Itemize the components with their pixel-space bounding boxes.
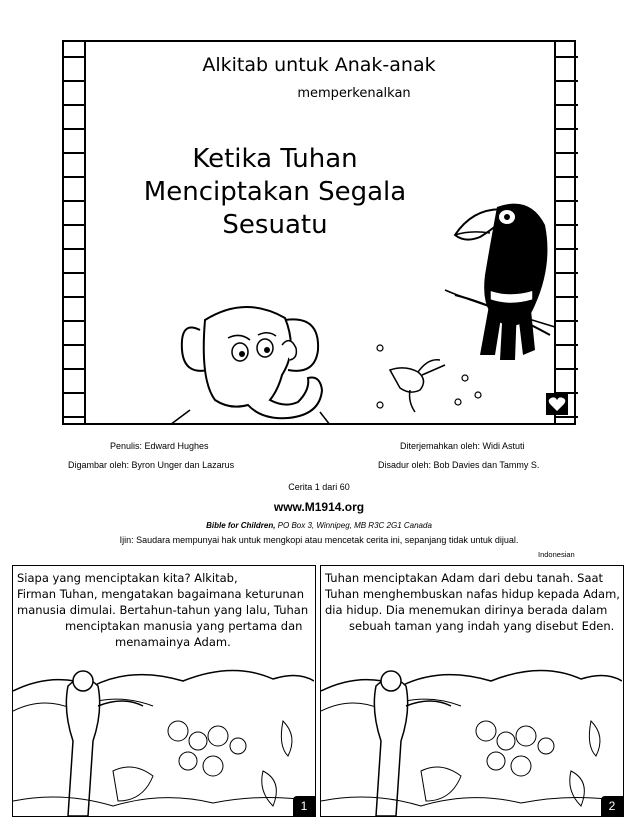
book-title xyxy=(110,143,440,242)
film-strip-rung xyxy=(62,200,84,202)
film-strip-rung xyxy=(62,224,84,226)
panel-line: manusia dimulai. Bertahun-tahun yang lalu, Tuhan xyxy=(17,603,309,617)
film-strip-rung xyxy=(62,128,84,130)
panel-line: sebuah taman yang indah yang disebut Eden. xyxy=(349,619,615,633)
publisher-line xyxy=(0,521,638,530)
panel-line: menciptakan manusia yang pertama dan xyxy=(65,619,303,633)
film-strip-rung xyxy=(556,80,578,82)
heart-logo-icon xyxy=(546,393,568,415)
garden-scene-illustration xyxy=(13,651,314,816)
hummingbird-illustration xyxy=(370,340,490,420)
illustrator-credit: Digambar oleh: Byron Unger dan Lazarus xyxy=(68,460,235,470)
garden-scene-illustration xyxy=(321,651,622,816)
film-strip-rung xyxy=(62,296,84,298)
intro-text: memperkenalkan xyxy=(297,86,411,101)
language-label: Indonesian xyxy=(538,550,575,559)
page-number-badge: 1 xyxy=(293,796,315,816)
film-strip-rung xyxy=(62,104,84,106)
film-strip-rung xyxy=(62,176,84,178)
film-strip-rung xyxy=(556,176,578,178)
film-strip-rung xyxy=(556,416,578,418)
book-title-line: Ketika Tuhan xyxy=(192,144,358,174)
story-number: Cerita 1 dari 60 xyxy=(288,482,350,492)
film-strip-rung xyxy=(62,392,84,394)
book-title-line: Sesuatu xyxy=(222,210,328,240)
publisher-address: PO Box 3, Winnipeg, MB R3C 2G1 Canada xyxy=(277,521,432,530)
author-credit: Penulis: Edward Hughes xyxy=(110,441,209,451)
book-title-line: Menciptakan Segala xyxy=(143,177,407,207)
panel-line: Tuhan menghembuskan nafas hidup kepada Adam, xyxy=(325,587,620,601)
panel-line: Firman Tuhan, mengatakan bagaimana keturunan xyxy=(17,587,305,601)
panel-line: menamainya Adam. xyxy=(115,635,231,649)
film-strip-rung xyxy=(62,320,84,322)
elephant-illustration xyxy=(170,290,340,425)
film-strip-rung xyxy=(62,56,84,58)
film-strip-rung xyxy=(556,128,578,130)
film-strip-rung xyxy=(556,104,578,106)
series-title: Alkitab untuk Anak-anak xyxy=(202,54,436,76)
story-panel-1 xyxy=(12,565,316,817)
film-strip-rung xyxy=(62,248,84,250)
story-panel-2 xyxy=(320,565,624,817)
cover-left-film-strip xyxy=(62,40,86,425)
panel-text xyxy=(325,570,621,634)
page-number-badge: 2 xyxy=(601,796,623,816)
film-strip-rung xyxy=(62,152,84,154)
permission-notice: Ijin: Saudara mempunyai hak untuk mengkopi atau mencetak cerita ini, sepanjang tidak untuk dijual. xyxy=(119,535,519,545)
panel-line: dia hidup. Dia menemukan dirinya berada dalam xyxy=(325,603,608,617)
translator-credit: Diterjemahkan oleh: Widi Astuti xyxy=(400,441,525,451)
website-link[interactable]: www.M1914.org xyxy=(273,500,365,514)
film-strip-rung xyxy=(62,344,84,346)
film-strip-rung xyxy=(62,368,84,370)
panel-text xyxy=(17,570,313,650)
film-strip-rung xyxy=(62,416,84,418)
publisher-name: Bible for Children, xyxy=(206,521,276,530)
film-strip-rung xyxy=(556,152,578,154)
film-strip-rung xyxy=(62,272,84,274)
film-strip-rung xyxy=(62,80,84,82)
film-strip-rung xyxy=(556,56,578,58)
panel-line: Tuhan menciptakan Adam dari debu tanah. Saat xyxy=(325,571,604,585)
adapter-credit: Disadur oleh: Bob Davies dan Tammy S. xyxy=(378,460,540,470)
panel-line: Siapa yang menciptakan kita? Alkitab, xyxy=(17,571,238,585)
